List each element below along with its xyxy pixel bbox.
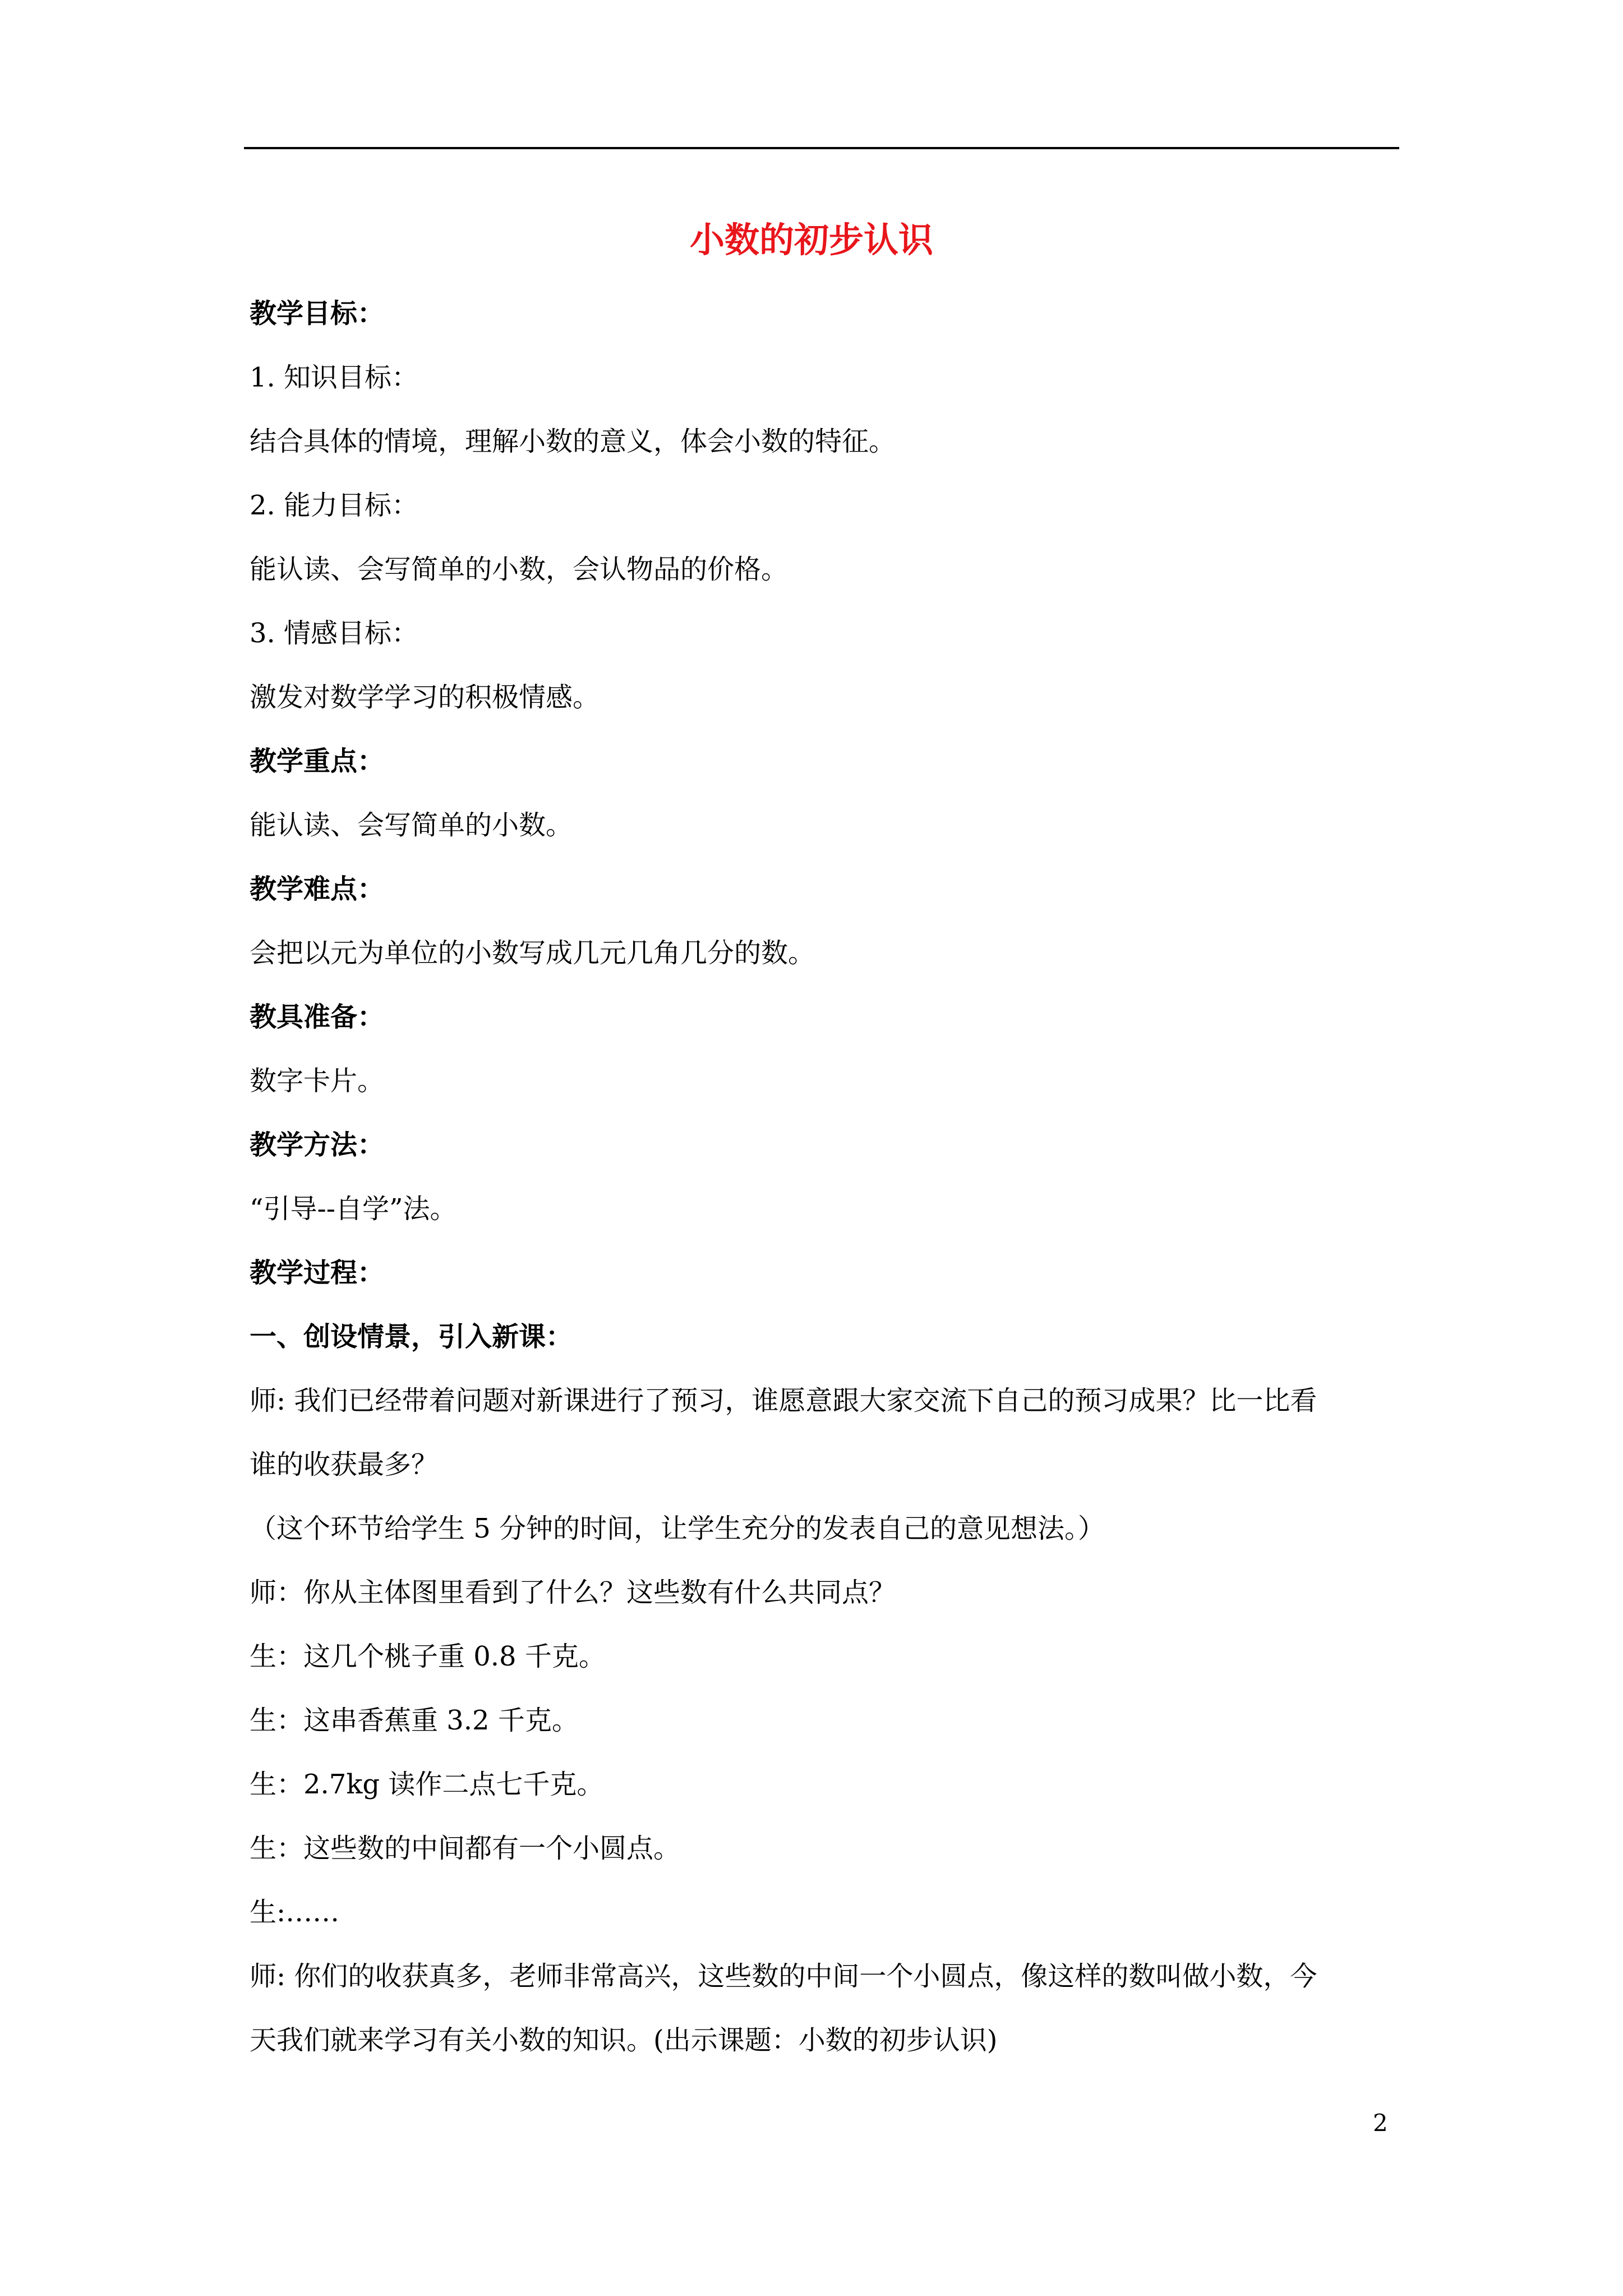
teaching-aids-text: 数字卡片。	[250, 1065, 385, 1097]
paragraph-line: 生：这串香蕉重 3.2 千克。	[250, 1705, 579, 1736]
paragraph-line: 师：你从主体图里看到了什么？这些数有什么共同点？	[250, 1577, 896, 1608]
header-rule	[244, 147, 1399, 149]
heading-teaching-method: 教学方法：	[250, 1129, 385, 1161]
heading-difficulties: 教学难点：	[250, 873, 385, 905]
key-points-text: 能认读、会写简单的小数。	[250, 809, 573, 841]
paragraph-line: 师: 你们的收获真多，老师非常高兴，这些数的中间一个小圆点，像这样的数叫做小数，今	[250, 1961, 1317, 1992]
difficulties-text: 会把以元为单位的小数写成几元几角几分的数。	[250, 937, 815, 969]
heading-teaching-process: 教学过程：	[250, 1257, 385, 1289]
paragraph-line: 天我们就来学习有关小数的知识。(出示课题：小数的初步认识)	[250, 2024, 998, 2056]
paragraph-line: 生：2.7kg 读作二点七千克。	[250, 1769, 604, 1800]
heading-key-points: 教学重点：	[250, 746, 385, 777]
objective-3-label: 3. 情感目标：	[250, 618, 419, 649]
paragraph-line: （这个环节给学生 5 分钟的时间，让学生充分的发表自己的意见想法。）	[250, 1513, 1105, 1544]
paragraph-line: 生：这几个桃子重 0.8 千克。	[250, 1641, 606, 1672]
heading-teaching-aids: 教具准备：	[250, 1001, 385, 1033]
heading-section-one: 一、创设情景，引入新课：	[250, 1321, 573, 1352]
page-title: 小数的初步认识	[689, 219, 933, 260]
paragraph-line: 谁的收获最多？	[250, 1449, 439, 1480]
objective-3-text: 激发对数学学习的积极情感。	[250, 682, 600, 713]
objective-2-text: 能认读、会写简单的小数，会认物品的价格。	[250, 554, 789, 585]
objective-1-text: 结合具体的情境，理解小数的意义，体会小数的特征。	[250, 426, 896, 457]
paragraph-line: 生：这些数的中间都有一个小圆点。	[250, 1833, 681, 1864]
heading-teaching-objectives: 教学目标：	[250, 298, 385, 329]
objective-1-label: 1. 知识目标：	[250, 362, 419, 393]
page-number: 2	[1373, 2109, 1388, 2137]
paragraph-line: 生:……	[250, 1897, 340, 1928]
objective-2-label: 2. 能力目标：	[250, 490, 419, 521]
paragraph-line: 师: 我们已经带着问题对新课进行了预习，谁愿意跟大家交流下自己的预习成果？比一比看	[250, 1385, 1317, 1416]
teaching-method-text: “引导--自学”法。	[250, 1193, 457, 1225]
